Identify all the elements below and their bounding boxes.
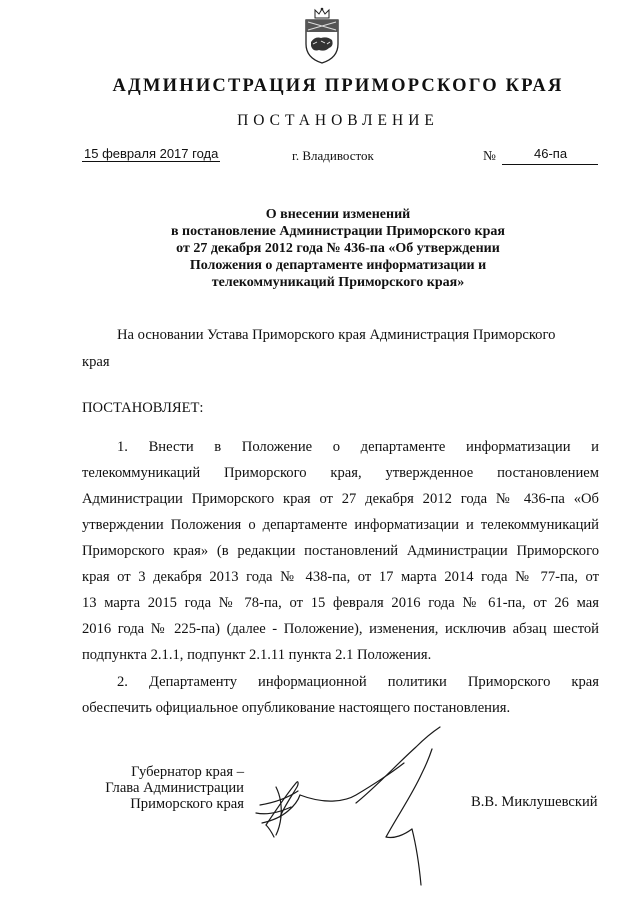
item-1-line: 1. Внести в Положение о департаменте информатизации и — [117, 439, 599, 455]
resolves-heading: ПОСТАНОВЛЯЕТ: — [82, 400, 204, 416]
item-1-line: утверждении Положения о департаменте информатизации и телекоммуникаций — [82, 517, 599, 533]
item-1-line: Администрации Приморского края от 27 декабря 2012 года № 436-па «Об — [82, 491, 599, 507]
document-date: 15 февраля 2017 года — [84, 146, 219, 161]
document-city: г. Владивосток — [292, 148, 374, 163]
signatory-name: В.В. Миклушевский — [471, 794, 598, 810]
preamble-line: края — [82, 354, 110, 370]
preamble-line: На основании Устава Приморского края Администрация Приморского — [117, 327, 556, 343]
signatory-position: Губернатор края – Глава Администрации Приморского края — [105, 764, 244, 812]
item-2-line: обеспечить официальное опубликование настоящего постановления. — [82, 700, 511, 716]
item-1-line: 2016 года № 225-па) (далее - Положение), изменения, исключив абзац шестой — [82, 621, 599, 637]
subject-line: телекоммуникаций Приморского края» — [211, 275, 465, 290]
item-1-line: подпункта 2.1.1, подпункт 2.1.11 пункта 2.1 Положения. — [82, 647, 432, 663]
item-1-line: края от 3 декабря 2013 года № 438-па, от 17 марта 2014 года № 77-па, от — [82, 569, 599, 585]
subject-line: О внесении изменений — [265, 207, 411, 222]
subject-line: в постановление Администрации Приморского края — [171, 224, 505, 239]
item-1-line: телекоммуникаций Приморского края, утвержденное постановлением — [82, 465, 599, 481]
coat-of-arms-icon — [303, 6, 341, 64]
document-type: ПОСТАНОВЛЕНИЕ — [237, 112, 439, 129]
item-1-line: Приморского края» (в редакции постановлений Администрации Приморского — [82, 543, 599, 559]
item-2-line: 2. Департаменту информационной политики Приморского края — [117, 674, 599, 690]
document-number: 46-па — [534, 146, 568, 161]
subject-line: от 27 декабря 2012 года № 436-па «Об утверждении — [176, 241, 500, 256]
number-underline — [502, 164, 598, 165]
subject-line: Положения о департаменте информатизации и — [189, 258, 487, 273]
organization-title: АДМИНИСТРАЦИЯ ПРИМОРСКОГО КРАЯ — [112, 76, 564, 96]
number-sign: № — [483, 148, 496, 163]
item-1-line: 13 марта 2015 года № 78-па, от 15 февраля 2016 года № 61-па, от 26 мая — [82, 595, 599, 611]
